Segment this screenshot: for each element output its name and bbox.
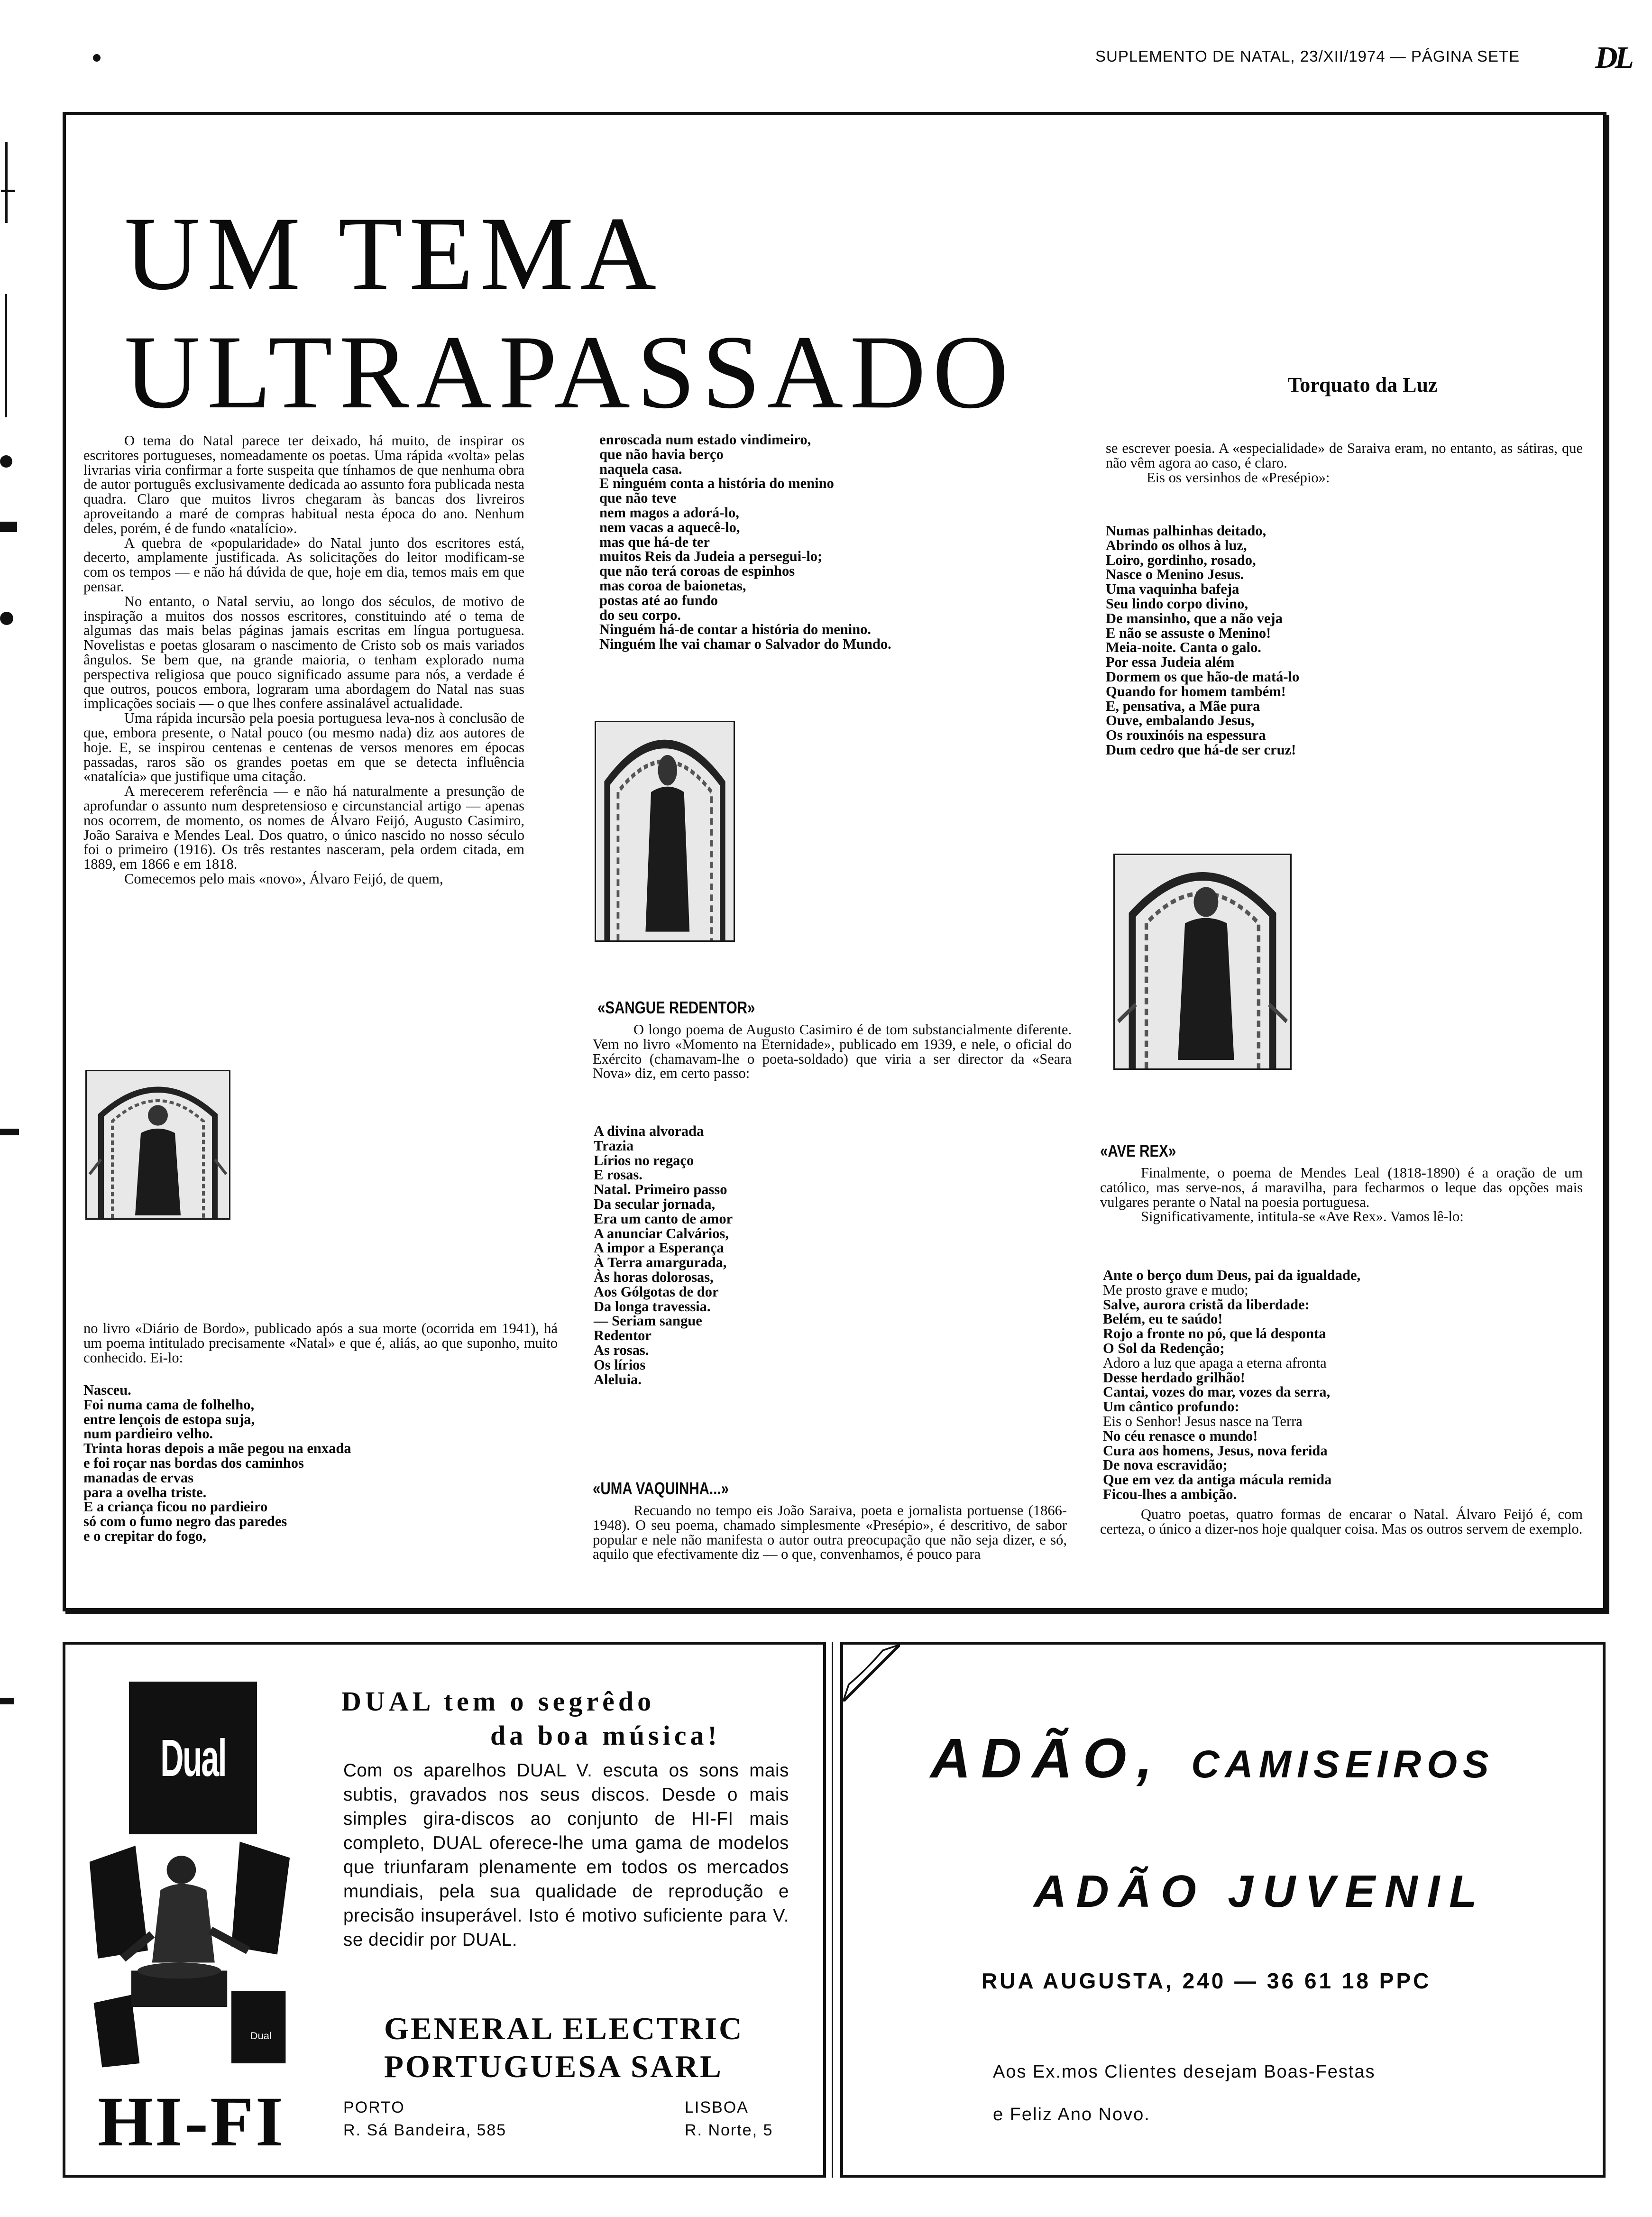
dual-headline — [341, 1684, 825, 1753]
lisboa-city: LISBOA — [685, 2098, 749, 2116]
paragraph: Eis os versinhos de «Presépio»: — [1147, 469, 1330, 486]
margin-mark — [5, 294, 7, 417]
poem-line: Belém, eu te saúdo! — [1103, 1311, 1223, 1327]
poem-line: Cura aos homens, Jesus, nova ferida — [1103, 1442, 1328, 1459]
poem-line: No céu renasce o mundo! — [1103, 1427, 1258, 1444]
hifi-logo: HI-FI — [98, 2082, 285, 2161]
dual-box-label: Dual — [250, 2030, 272, 2042]
paragraph: A quebra de «popularidade» do Natal junto dos escritores está, decerto, amplamente justificada. As solicitações do leitor modificam-se com os tempos — e não há dúvida de que, hoje em dia, temos mais em que pensar. — [83, 534, 524, 595]
subhead-sangue-redentor: «SANGUE REDENTOR» — [597, 998, 755, 1017]
poem-line: Cantai, vozes do mar, vozes da serra, — [1103, 1384, 1331, 1400]
headline-line-1: UM TEMA — [124, 195, 663, 312]
subhead-uma-vaquinha: «UMA VAQUINHA...» — [593, 1479, 729, 1498]
nativity-illustration — [85, 1070, 230, 1220]
paragraph: Recuando no tempo eis João Saraiva, poeta e jornalista portuense (1866-1948). O seu poema, chamado simplesmente «Presépio», é descritivo, de sabor popular e nele não manifesta o autor outra preocupação que não seja dizer, e só, aquilo que efectivamente diz — o que, convenhamos, é pouco para — [593, 1502, 1067, 1563]
paragraph: Uma rápida incursão pela poesia portuguesa leva-nos à conclusão de que, embora presente, o Natal pouco (ou mesmo nada) diz aos autores de hoje. E, se inspirou centenas e centenas de versos menores em épocas passadas, raros são os grandes poetas em que se detecta influência «natalícia» que justifique uma citação. — [83, 710, 524, 785]
author-byline: Torquato da Luz — [1288, 373, 1438, 396]
margin-mark — [0, 455, 12, 468]
paragraph: no livro «Diário de Bordo», publicado após a sua morte (ocorrida em 1941), há um poema intitulado precisamente «Natal» e que é, aliás, ao que suponho, muito conhecido. Ei-lo: — [83, 1320, 558, 1366]
article-column-1 — [83, 433, 524, 886]
article-column-1-continued — [83, 1321, 558, 1365]
subhead-ave-rex: «AVE REX» — [1100, 1141, 1176, 1160]
nativity-illustration — [1113, 854, 1292, 1070]
folded-corner-icon — [843, 1645, 900, 1702]
header-text: SUPLEMENTO DE NATAL, 23/XII/1974 — PÁGINA SETE — [1095, 47, 1520, 65]
poem-line: O Sol da Redenção; — [1103, 1340, 1225, 1356]
poem-line: Ficou-lhes a ambição. — [1103, 1486, 1237, 1502]
paragraph: Comecemos pelo mais «novo», Álvaro Feijó, de quem, — [124, 870, 443, 887]
company-line-2: PORTUGUESA SARL — [384, 2049, 723, 2084]
margin-mark — [0, 1129, 19, 1135]
paragraph: Finalmente, o poema de Mendes Leal (1818-1890) é a oração de um católico, mas serve-nos, á maravilha, para fecharmos o leque das opções mais vulgares perante o Natal na poesia portuguesa. — [1100, 1165, 1583, 1210]
margin-mark — [5, 142, 8, 223]
paragraph: A merecerem referência — e não há naturalmente a presunção de aprofundar o assunto num despretensioso e circunstancial artigo — apenas nos ocorrem, de momento, os nomes de Álvaro Feijó, Augusto Casimiro, João Saraiva e Mendes Leal. Dos quatro, o único nascido no nosso século foi o primeiro (1916). Os três restantes nasceram, pela ordem citada, em 1889, em 1866 e em 1818. — [83, 783, 524, 873]
poem-line: Adoro a luz que apaga a eterna afronta — [1103, 1354, 1327, 1371]
paragraph: se escrever poesia. A «especialidade» de Saraiva eram, no entanto, as sátiras, que não vêm agora ao caso, é claro. — [1106, 440, 1583, 471]
company-line-1: GENERAL ELECTRIC — [384, 2011, 744, 2046]
ad-divider — [832, 1642, 833, 2178]
closing-paragraph-container — [1100, 1507, 1583, 1536]
paragraph: No entanto, o Natal serviu, ao longo dos séculos, de motivo de inspiração a muitos dos nossos escritores, constituindo até o tema de algumas das mais belas páginas jamais escritas em língua portuguesa. Novelistas e poetas glosaram o nascimento de Cristo sob os mais variados ângulos. Se bem que, na grande maioria, o tenham explorado numa perspectiva religiosa que pouco significado assume para nós, a verdade é que outros, poucos embora, lograram uma abordagem do Natal nas suas implicações sociais — o que lhes confere assinalável actualidade. — [83, 593, 524, 712]
poem-line: Me prosto grave e mudo; — [1103, 1281, 1248, 1298]
porto-city: PORTO — [343, 2098, 405, 2116]
poem-line: Um cântico profundo: — [1103, 1398, 1239, 1415]
adao-title-small: CAMISEIROS — [1191, 1743, 1495, 1786]
poem-saraiva: Numas palhinhas deitado, Abrindo os olhos à luz, Loiro, gordinho, rosado, Nasce o Menino Jesus. Uma vaquinha bafeja Seu lindo corpo divino, De mansinho, que a não veja E não se assuste o Menino! Meia-noite. Canta o galo. Por essa Judeia além Dormem os que hão-de matá-lo Quando for homem também! E, pensativa, a Mãe pura Ouve, embalando Jesus, Os rouxinóis na espessura Dum cedro que há-de ser cruz! — [1106, 523, 1300, 758]
adao-wishes — [993, 2051, 1376, 2136]
poem-line: Salve, aurora cristã da liberdade: — [1103, 1296, 1310, 1313]
lisboa-address: R. Norte, 5 — [685, 2121, 773, 2139]
nativity-illustration — [595, 721, 735, 942]
article-column-2-text-2 — [593, 1503, 1067, 1562]
page-dot — [93, 54, 101, 62]
article-column-3-text — [1100, 1166, 1583, 1224]
poem-feijo-part-1: Nasceu. Foi numa cama de folhelho, entre lençois de estopa suja, num pardieiro velho. Trinta horas depois a mãe pegou na enxada e foi roçar nas bordas dos caminhos manadas de ervas para a ovelha triste. E a criança ficou no pardieiro só com o fumo negro das paredes e o crepitar do fogo, — [83, 1382, 351, 1544]
porto-address: R. Sá Bandeira, 585 — [343, 2121, 507, 2139]
dual-logo-text: Dual — [160, 1729, 226, 1787]
headline — [124, 194, 1025, 432]
poem-feijo-part-2: enroscada num estado vindimeiro, que não havia berço naquela casa. E ninguém conta a história do menino que não teve nem magos a adorá-lo, nem vacas a aquecê-lo, mas que há-de ter muitos Reis da Judeia a persegui-lo; que não terá coroas de espinhos mas coroa de baionetas, postas até ao fundo do seu corpo. Ninguém há-de contar a história do menino. Ninguém lhe vai chamar o Salvador do Mundo. — [599, 432, 891, 653]
turntable-photo — [85, 1830, 294, 2071]
margin-mark — [0, 522, 17, 532]
paragraph: O tema do Natal parece ter deixado, há muito, de inspirar os escritores portugueses, nomeadamente os poetas. Uma rápida «volta» pelas livrarias viria confirmar a forte suspeita que tínhamos de que nenhuma obra de autor português exclusivamente dedicada ao assunto fora publicada nesta quadra. Claro que muitos livros chegaram às bancas dos livreiros aproveitando a maré de compras habitual nesta época do ano. Nenhum deles, porém, é de fundo «natalício». — [83, 432, 524, 536]
page-header — [1095, 40, 1631, 77]
poem-line: Que em vez da antiga mácula remida — [1103, 1472, 1332, 1488]
dual-company — [384, 2010, 743, 2086]
margin-mark — [1, 190, 15, 192]
article-column-2-text — [593, 1022, 1072, 1081]
margin-mark — [0, 1698, 14, 1704]
headline-line-2: ULTRAPASSADO — [124, 314, 1015, 431]
poem-casimiro: A divina alvorada Trazia Lírios no regaço E rosas. Natal. Primeiro passo Da secular jornada, Era um canto de amor A anunciar Calvários, A impor a Esperança À Terra amargurada, Às horas dolorosas, Aos Gólgotas de dor Da longa travessia. — Seriam sangue Redentor As rosas. Os lírios Aleluia. — [594, 1123, 733, 1388]
paragraph: Significativamente, intitula-se «Ave Rex». Vamos lê-lo: — [1141, 1208, 1464, 1225]
dual-headline-line-2: da boa música! — [490, 1720, 721, 1751]
poem-line: Ante o berço dum Deus, pai da igualdade, — [1103, 1267, 1361, 1283]
dual-body: Com os aparelhos DUAL V. escuta os sons mais subtis, gravados nos seus discos. Desde o mais simples gira-discos ao conjunto de HI-FI mais completo, DUAL oferece-lhe uma gama de modelos que triunfaram plenamente em todos os mercados mundiais, pela sua qualidade de reprodução e precisão insuperável. Isto é motivo suficiente para V. se decidir por DUAL. — [343, 1760, 789, 1950]
paragraph: O longo poema de Augusto Casimiro é de tom substancialmente diferente. Vem no livro «Momento na Eternidade», publicado em 1939, e nele, o oficial do Exército (chamavam-lhe o poeta-soldado) que viria a ser director da «Seara Nova» diz, em certo passo: — [593, 1021, 1072, 1082]
wish-line-1: Aos Ex.mos Clientes desejam Boas-Festas — [993, 2062, 1376, 2082]
adao-juvenil: ADÃO JUVENIL — [1034, 1866, 1487, 1917]
adao-title-big: ADÃO, — [930, 1727, 1163, 1790]
poem-leal — [1103, 1268, 1360, 1502]
poem-line: Rojo a fronte no pó, que lá desponta — [1103, 1325, 1326, 1342]
dual-address-lisboa — [685, 2096, 773, 2142]
newspaper-logo: DL — [1595, 40, 1631, 75]
margin-mark — [0, 612, 13, 625]
dual-address-porto — [343, 2096, 506, 2142]
adao-address: RUA AUGUSTA, 240 — 36 61 18 PPC — [982, 1969, 1432, 1993]
closing-paragraph: Quatro poetas, quatro formas de encarar o Natal. Álvaro Feijó é, com certeza, o único a dizer-nos hoje qualquer coisa. Mas os outros servem de exemplo. — [1100, 1506, 1583, 1537]
adao-title — [930, 1726, 1495, 1791]
poem-line: De nova escravidão; — [1103, 1457, 1228, 1473]
dual-headline-line-1: DUAL tem o segrêdo — [341, 1686, 655, 1717]
wish-line-2: e Feliz Ano Novo. — [993, 2105, 1150, 2125]
poem-line: Eis o Senhor! Jesus nasce na Terra — [1103, 1413, 1303, 1429]
article-column-3 — [1106, 441, 1583, 485]
poem-line: Desse herdado grilhão! — [1103, 1369, 1245, 1386]
dual-logo — [129, 1682, 257, 1834]
